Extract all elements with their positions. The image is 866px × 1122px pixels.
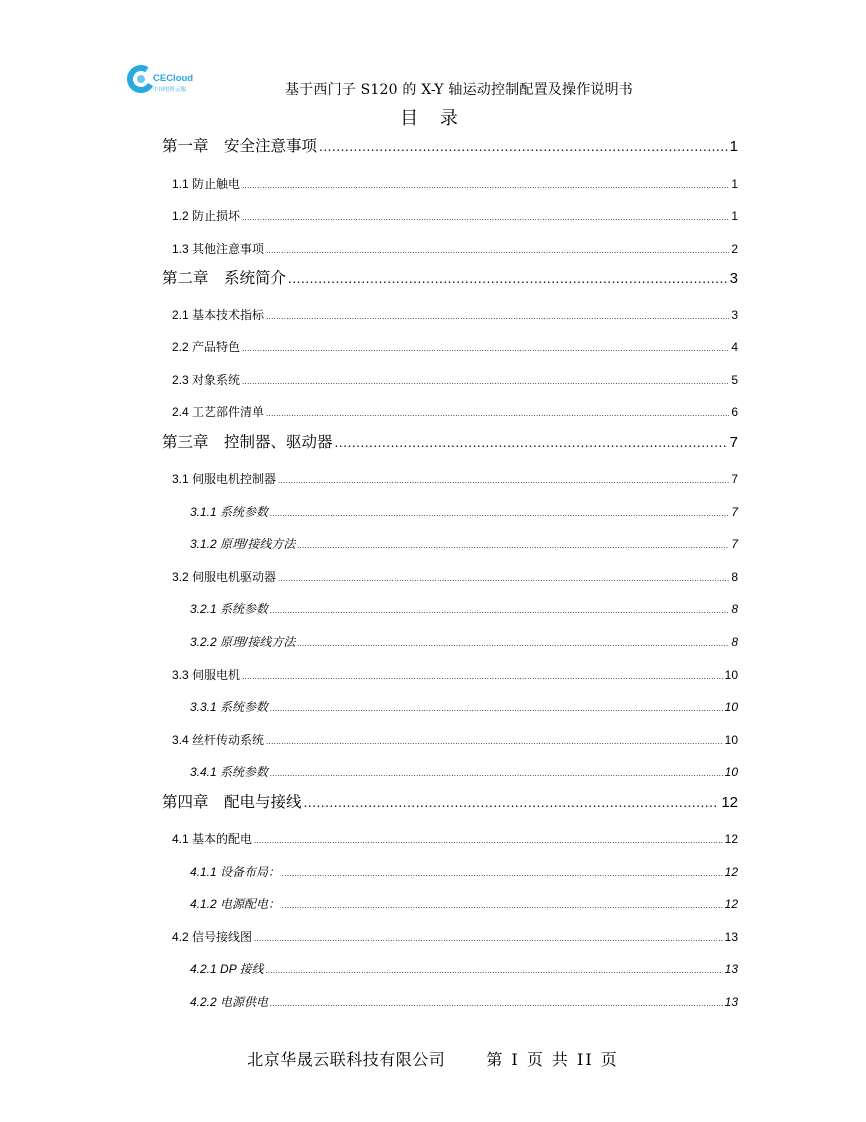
toc-section-label: 4.2 信号接线图 [172, 930, 253, 944]
toc-leader-dots [335, 436, 728, 450]
toc-leader-dots [270, 606, 729, 615]
toc-page-number: 2 [731, 242, 738, 256]
toc-subsection-label: 4.1.1 设备布局： [190, 865, 281, 879]
toc-leader-dots [242, 672, 723, 681]
toc-page-number: 1 [731, 177, 738, 191]
toc-page-number: 10 [724, 668, 738, 682]
toc-leader-dots [282, 901, 723, 910]
toc-page-number: 1 [731, 209, 738, 223]
toc-page-number: 8 [731, 570, 738, 584]
toc-section[interactable] [172, 731, 738, 748]
toc-page-number: 7 [731, 472, 738, 486]
toc-leader-dots [270, 999, 723, 1008]
toc-leader-dots [266, 312, 729, 321]
toc-page-number: 8 [731, 635, 738, 649]
toc-page-number: 10 [724, 733, 738, 747]
toc-chapter-label: 第一章 安全注意事项 [162, 137, 318, 155]
toc-subsection[interactable] [190, 633, 738, 650]
toc-subsection[interactable] [190, 863, 738, 880]
toc-section[interactable] [172, 928, 738, 945]
toc-section-label: 2.1 基本技术指标 [172, 308, 265, 322]
toc-page-number: 1 [729, 138, 738, 155]
toc-section-label: 3.1 伺服电机控制器 [172, 472, 277, 486]
toc-chapter[interactable] [162, 790, 738, 812]
toc-page-number: 3 [729, 270, 738, 287]
toc-section[interactable] [172, 338, 738, 355]
toc-section-label: 2.2 产品特色 [172, 340, 241, 354]
toc-section-label: 1.2 防止损坏 [172, 209, 241, 223]
toc-chapter[interactable] [162, 266, 738, 288]
toc-page-number: 13 [724, 962, 738, 976]
toc-section[interactable] [172, 830, 738, 847]
toc-leader-dots [254, 836, 723, 845]
document-title: 基于西门子 S120 的 X-Y 轴运动控制配置及操作说明书 [284, 82, 633, 98]
footer-company: 北京华晟云联科技有限公司 [247, 1050, 446, 1069]
toc-subsection-label: 3.1.1 系统参数 [190, 505, 269, 519]
toc-section[interactable] [172, 568, 738, 585]
toc-leader-dots [278, 574, 729, 583]
toc-subsection[interactable] [190, 960, 738, 977]
toc-leader-dots [282, 869, 723, 878]
toc-page-number: 12 [724, 897, 738, 911]
toc-leader-dots [266, 246, 729, 255]
toc-chapter-label: 第四章 配电与接线 [162, 793, 302, 811]
toc-leader-dots [319, 140, 728, 154]
toc-subsection[interactable] [190, 763, 738, 780]
toc-page-number: 5 [731, 373, 738, 387]
toc-section-label: 2.3 对象系统 [172, 373, 241, 387]
toc-subsection[interactable] [190, 600, 738, 617]
toc-section[interactable] [172, 175, 738, 192]
toc-page-number: 10 [724, 765, 738, 779]
toc-leader-dots [266, 409, 729, 418]
toc-section[interactable] [172, 371, 738, 388]
toc-section-label: 3.4 丝杆传动系统 [172, 733, 265, 747]
toc-section[interactable] [172, 666, 738, 683]
toc-subsection-label: 3.4.1 系统参数 [190, 765, 269, 779]
toc-page-number: 12 [724, 865, 738, 879]
toc-leader-dots [297, 541, 729, 550]
toc-page-number: 7 [731, 505, 738, 519]
toc-section[interactable] [172, 470, 738, 487]
toc-subsection-label: 3.2.1 系统参数 [190, 602, 269, 616]
toc-section[interactable] [172, 306, 738, 323]
toc-subsection-label: 3.3.1 系统参数 [190, 700, 269, 714]
toc-subsection[interactable] [190, 535, 738, 552]
toc-subsection-label: 4.2.1 DP 接线 [190, 962, 264, 976]
toc-page-number: 13 [724, 930, 738, 944]
toc-leader-dots [288, 272, 728, 286]
toc-page-number: 6 [731, 405, 738, 419]
document-footer [0, 1047, 866, 1070]
toc-chapter-label: 第三章 控制器、驱动器 [162, 433, 333, 451]
logo-subtext: 中国电科云服 [153, 87, 187, 93]
toc-leader-dots [254, 934, 723, 943]
toc-leader-dots [242, 181, 729, 190]
toc-section-label: 1.3 其他注意事项 [172, 242, 265, 256]
logo-text: CECloud [153, 73, 194, 84]
toc-leader-dots [270, 704, 723, 713]
toc-leader-dots [270, 769, 723, 778]
toc-leader-dots [278, 476, 729, 485]
toc-subsection-label: 3.1.2 原理/接线方法 [190, 537, 296, 551]
toc-section[interactable] [172, 240, 738, 257]
toc-section-label: 4.1 基本的配电 [172, 832, 253, 846]
toc-section-label: 3.3 伺服电机 [172, 668, 241, 682]
toc-subsection-label: 4.1.2 电源配电： [190, 897, 281, 911]
document-header [0, 79, 866, 99]
toc-subsection[interactable] [190, 895, 738, 912]
toc-chapter[interactable] [162, 134, 738, 156]
toc-page-number: 3 [731, 308, 738, 322]
toc-subsection-label: 3.2.2 原理/接线方法 [190, 635, 296, 649]
toc-chapter-label: 第二章 系统简介 [162, 269, 287, 287]
toc-leader-dots [242, 377, 729, 386]
toc-subsection[interactable] [190, 698, 738, 715]
toc-subsection-label: 4.2.2 电源供电 [190, 995, 269, 1009]
toc-page-number: 13 [724, 995, 738, 1009]
toc-chapter[interactable] [162, 430, 738, 452]
toc-page-number: 10 [724, 700, 738, 714]
toc-leader-dots [266, 966, 723, 975]
toc-subsection[interactable] [190, 993, 738, 1010]
toc-section[interactable] [172, 207, 738, 224]
toc-page-number: 7 [731, 537, 738, 551]
toc-leader-dots [304, 796, 720, 810]
toc-leader-dots [270, 509, 729, 518]
toc-page-number: 12 [721, 794, 738, 811]
toc-leader-dots [297, 639, 729, 648]
toc-page-number: 12 [724, 832, 738, 846]
toc-section-label: 1.1 防止触电 [172, 177, 241, 191]
toc-page-number: 7 [729, 434, 738, 451]
toc-section-label: 2.4 工艺部件清单 [172, 405, 265, 419]
toc-section[interactable] [172, 403, 738, 420]
toc-leader-dots [242, 344, 729, 353]
toc-section-label: 3.2 伺服电机驱动器 [172, 570, 277, 584]
toc-heading: 目 录 [400, 108, 466, 129]
toc-subsection[interactable] [190, 503, 738, 520]
toc-leader-dots [266, 737, 723, 746]
toc-page-number: 4 [731, 340, 738, 354]
toc-page-number: 8 [731, 602, 738, 616]
footer-page-info: 第 I 页 共 II 页 [486, 1050, 619, 1069]
toc-leader-dots [242, 213, 729, 222]
